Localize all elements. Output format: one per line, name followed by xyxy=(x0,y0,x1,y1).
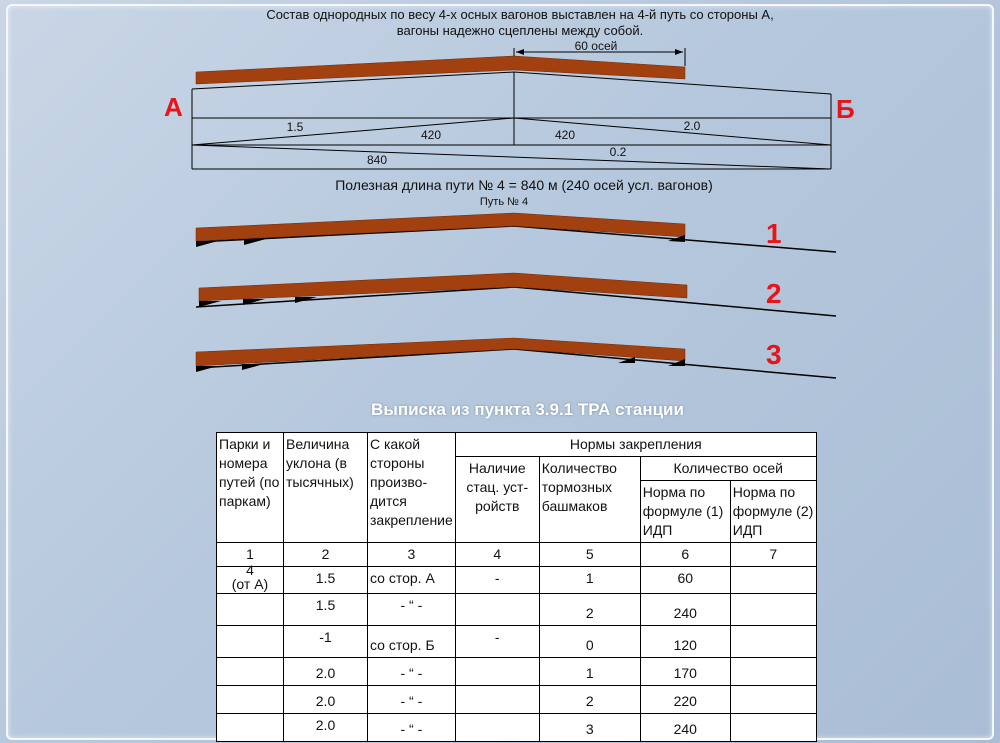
header-norms: Нормы закрепления xyxy=(455,433,816,457)
cell-shoes: 3 xyxy=(539,714,640,742)
cell-side: - “ - xyxy=(368,658,456,686)
cell-stationary xyxy=(455,686,539,714)
slope-total-label: 0.2 xyxy=(609,145,627,159)
cell-side: - “ - xyxy=(368,714,456,742)
cell-slope: 2.0 xyxy=(284,714,368,742)
column-number: 5 xyxy=(539,543,640,567)
brake-shoe xyxy=(196,241,218,247)
axles-label: 60 осей xyxy=(574,39,618,53)
cell-shoes: 0 xyxy=(539,626,640,658)
cell-formula-1: 60 xyxy=(640,567,730,594)
wagon-train xyxy=(196,338,685,366)
column-number: 1 xyxy=(217,543,284,567)
cell-stationary xyxy=(455,714,539,742)
cell-formula-1: 220 xyxy=(640,686,730,714)
column-number: 2 xyxy=(284,543,368,567)
brake-shoe xyxy=(244,239,266,245)
length-left-label: 420 xyxy=(420,128,442,142)
cell-stationary: - xyxy=(455,626,539,658)
cell-formula-1: 170 xyxy=(640,658,730,686)
cell-side: - “ - xyxy=(368,594,456,626)
header-formula-2: Норма по формуле (2) ИДП xyxy=(730,481,816,543)
wagon-train xyxy=(199,273,687,301)
column-number: 4 xyxy=(455,543,539,567)
table-row xyxy=(217,714,817,742)
variant-2 xyxy=(196,273,836,316)
column-number: 6 xyxy=(640,543,730,567)
track-name-label: Путь № 4 xyxy=(479,196,529,208)
table-row xyxy=(217,686,817,714)
cell-formula-2 xyxy=(730,626,816,658)
brake-shoe xyxy=(242,364,264,370)
table-row xyxy=(217,567,817,594)
variant-label-1: 1 xyxy=(766,218,782,249)
header-axles: Количество осей xyxy=(640,457,816,481)
table-row xyxy=(217,626,817,658)
side-b-label: Б xyxy=(836,94,855,124)
slope-left-label: 1.5 xyxy=(286,120,304,134)
column-number: 7 xyxy=(730,543,816,567)
cell-side: со стор. А xyxy=(368,567,456,594)
header-stationary: Наличие стац. уст-ройств xyxy=(455,457,539,543)
variant-1 xyxy=(196,213,836,252)
cell-formula-2 xyxy=(730,567,816,594)
track-note: (от А) xyxy=(231,576,269,592)
cell-slope: 1.5 xyxy=(284,567,368,594)
length-right-label: 420 xyxy=(554,128,576,142)
norms-table xyxy=(216,432,817,742)
length-total-label: 840 xyxy=(366,153,388,167)
useful-length-label: Полезная длина пути № 4 = 840 м (240 осей усл. вагонов) xyxy=(335,177,713,193)
wagon-train xyxy=(196,213,685,241)
brake-shoe xyxy=(196,366,218,372)
cell-stationary xyxy=(455,658,539,686)
cell-slope: 1.5 xyxy=(284,594,368,626)
cell-stationary xyxy=(455,594,539,626)
cell-formula-2 xyxy=(730,686,816,714)
header-shoes: Количество тормозных башмаков xyxy=(539,457,640,543)
train-top xyxy=(196,56,685,84)
slope-right-label: 2.0 xyxy=(683,119,701,133)
header-side: С какой стороны произво-дится закрепление xyxy=(368,433,456,543)
cell-formula-2 xyxy=(730,658,816,686)
table-row xyxy=(217,658,817,686)
cell-shoes: 2 xyxy=(539,686,640,714)
variant-3 xyxy=(196,338,836,378)
side-a-label: А xyxy=(164,92,183,122)
cell-slope: -1 xyxy=(284,626,368,658)
caption-line-1: Состав однородных по весу 4-х осных вагонов выставлен на 4-й путь со стороны А, xyxy=(266,7,774,22)
cell-shoes: 1 xyxy=(539,567,640,594)
cell-slope: 2.0 xyxy=(284,686,368,714)
variant-label-2: 2 xyxy=(766,278,782,309)
variant-label-3: 3 xyxy=(766,339,782,370)
table-row xyxy=(217,594,817,626)
cell-formula-1: 120 xyxy=(640,626,730,658)
cell-shoes: 2 xyxy=(539,594,640,626)
column-number: 3 xyxy=(368,543,456,567)
cell-stationary: - xyxy=(455,567,539,594)
cell-side: - “ - xyxy=(368,686,456,714)
cell-formula-1: 240 xyxy=(640,594,730,626)
track-number: 4 xyxy=(246,562,254,578)
cell-formula-2 xyxy=(730,714,816,742)
cell-formula-1: 240 xyxy=(640,714,730,742)
cell-formula-2 xyxy=(730,594,816,626)
cell-slope: 2.0 xyxy=(284,658,368,686)
header-formula-1: Норма по формуле (1) ИДП xyxy=(640,481,730,543)
header-slope: Величина уклона (в тысячных) xyxy=(284,433,368,543)
caption-line-2: вагоны надежно сцеплены между собой. xyxy=(396,23,644,38)
extract-heading: Выписка из пункта 3.9.1 ТРА станции xyxy=(371,400,684,419)
cell-shoes: 1 xyxy=(539,658,640,686)
header-park: Парки и номера путей (по паркам) xyxy=(217,433,284,543)
cell-side: со стор. Б xyxy=(368,626,456,658)
